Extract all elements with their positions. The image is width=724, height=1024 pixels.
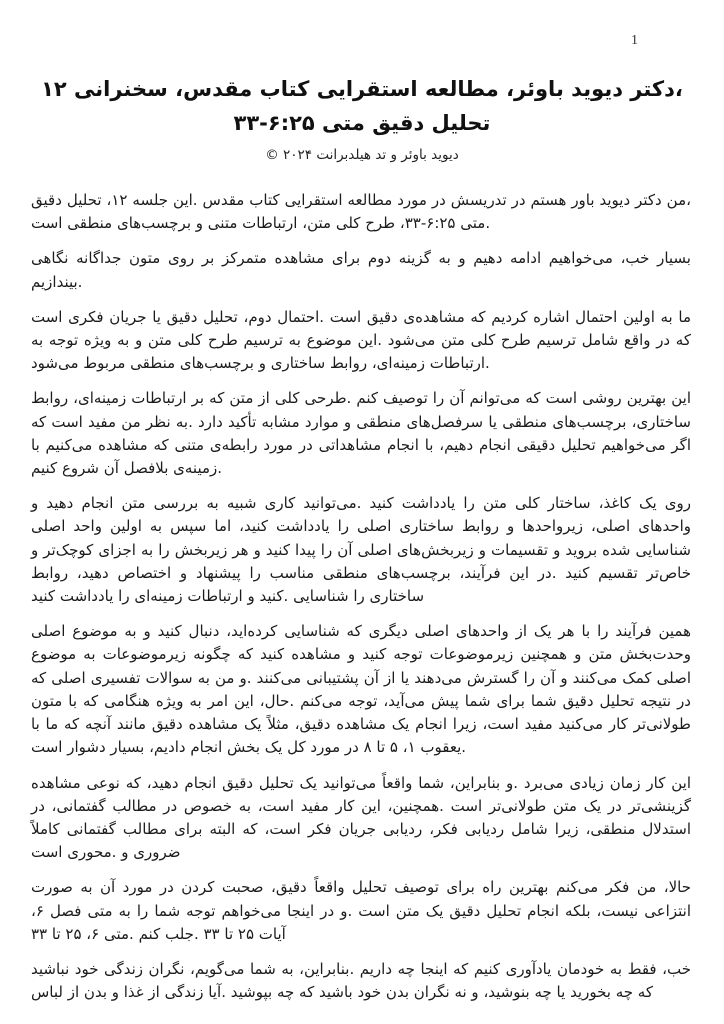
paragraph: خب، فقط به خودمان یادآوری کنیم که اینجا چه داریم .بنابراین، به شما می‌گویم، نگران زندگی خود نباشید که چه بخورید یا چه بنوشید، و نه نگران بدن خود باشید که چه بپوشید .آیا زندگی از غذا و بدن از لباس [31, 959, 691, 1002]
document-header [0, 0, 724, 163]
paragraph: این کار زمان زیادی می‌برد .و بنابراین، شما واقعاً می‌توانید یک تحلیل دقیق انجام دهید، که نوعی مشاهده گزینشی‌تر در یک متن طولانی‌تر است .همچنین، این کار مفید است، به خصوص در مطالب گفتمانی، در استدلال منطقی، زیرا شامل ردیابی فکر، ردیابی جریان فکر است، که البته برای مطالب گفتمانی کاملاً ضروری و .محوری است [31, 773, 691, 862]
document-title-line1: ،دکتر دیوید باوئر، مطالعه استقرایی کتاب مقدس، سخنرانی ۱۲ [41, 77, 683, 101]
paragraph: همین فرآیند را با هر یک از واحدهای اصلی دیگری که شناسایی کرده‌اید، دنبال کنید و به موضوع اصلی وحدت‌بخش متن و همچنین زیرموضوعات توجه کنید و مشاهده کنید که چگونه زیرموضوعات به موضوع اصلی کمک می‌کنند و آن را گسترش می‌دهند یا از آن پشتیبانی می‌کنند .و من به سوالات تفسیری اصلی که در نتیجه تحلیل دقیق شما برای شما پیش می‌آید، توجه می‌کنم .حال، این امر به ویژه هنگامی که با متون طولانی‌تر کار می‌کنید مفید است، زیرا انجام یک مشاهده دقیق، مثلاً یک مشاهده دقیق مانند آنچه که ما با .یعقوب ۱، ۵ تا ۸ در مورد کل یک بخش انجام دادیم، بسیار دشوار است [31, 622, 691, 757]
copyright-line: دیوید باوئر و تد هیلدبرانت ۲۰۲۴ © [265, 147, 459, 164]
paragraph: ما به اولین احتمال اشاره کردیم که مشاهده‌ی دقیق است .احتمال دوم، تحلیل دقیق یا جریان فکری است که در واقع شامل ترسیم طرح کلی متن می‌شود .این موضوع به ترسیم طرح کلی متن و به ویژه توجه به .ارتباطات زمینه‌ای، روابط ساختاری و برچسب‌های منطقی مربوط می‌شود [31, 307, 691, 373]
paragraph: روی یک کاغذ، ساختار کلی متن را یادداشت کنید .می‌توانید کاری شبیه به بررسی متن انجام دهید و واحدهای اصلی، زیرواحدها و روابط ساختاری اصلی را یادداشت کنید، اما سپس به اولین واحد اصلی شناسایی شده بروید و تقسیمات و زیربخش‌های اصلی آن را پیدا کنید و هر زیربخش را به اجزای کوچک‌تر و خاص‌تر تقسیم کنید .در این فرآیند، برچسب‌های منطقی مناسب را پیشنهاد و اختصاص دهید، روابط ساختاری را شناسایی .کنید و ارتباطات زمینه‌ای را یادداشت کنید [31, 494, 691, 606]
document-title-line2: تحلیل دقیق متی ۶:۲۵-۳۳ [233, 111, 491, 136]
paragraph: حالا، من فکر می‌کنم بهترین راه برای توصیف تحلیل واقعاً دقیق، صحبت کردن در مورد آن به صورت انتزاعی نیست، بلکه انجام تحلیل دقیق یک متن است .و در اینجا می‌خواهم توجه شما را به متی فصل ۶، آیات ۲۵ تا ۳۳ .جلب کنم .متی ۶، ۲۵ تا ۳۳ [31, 878, 691, 943]
paragraph: ،من دکتر دیوید باور هستم در تدریسش در مورد مطالعه استقرایی کتاب مقدس .این جلسه ۱۲، تحلیل دقیق .متی ۶:۲۵-۳۳، طرح کلی متن، ارتباطات متنی و برچسب‌های منطقی است [31, 191, 691, 233]
document-body [31, 189, 691, 1004]
page-number: 1 [631, 33, 638, 48]
paragraph: این بهترین روشی است که می‌توانم آن را توصیف کنم .طرحی کلی از متن که بر ارتباطات زمینه‌ای، روابط ساختاری، برچسب‌های منطقی یا سرفصل‌های منطقی و موارد مشابه تأکید دارد .به نظر من مفید است که اگر می‌خواهیم تحلیل دقیقی انجام دهیم، با انجام مشاهداتی در مورد رابطه‌ی متنی که مشاهده می‌کنیم با .زمینه‌ی بلافصل آن شروع کنیم [31, 389, 691, 478]
paragraph: بسیار خب، می‌خواهیم ادامه دهیم و به گزینه دوم برای مشاهده متمرکز بر روی متون جداگانه نگاهی .بیندازیم [31, 249, 691, 291]
